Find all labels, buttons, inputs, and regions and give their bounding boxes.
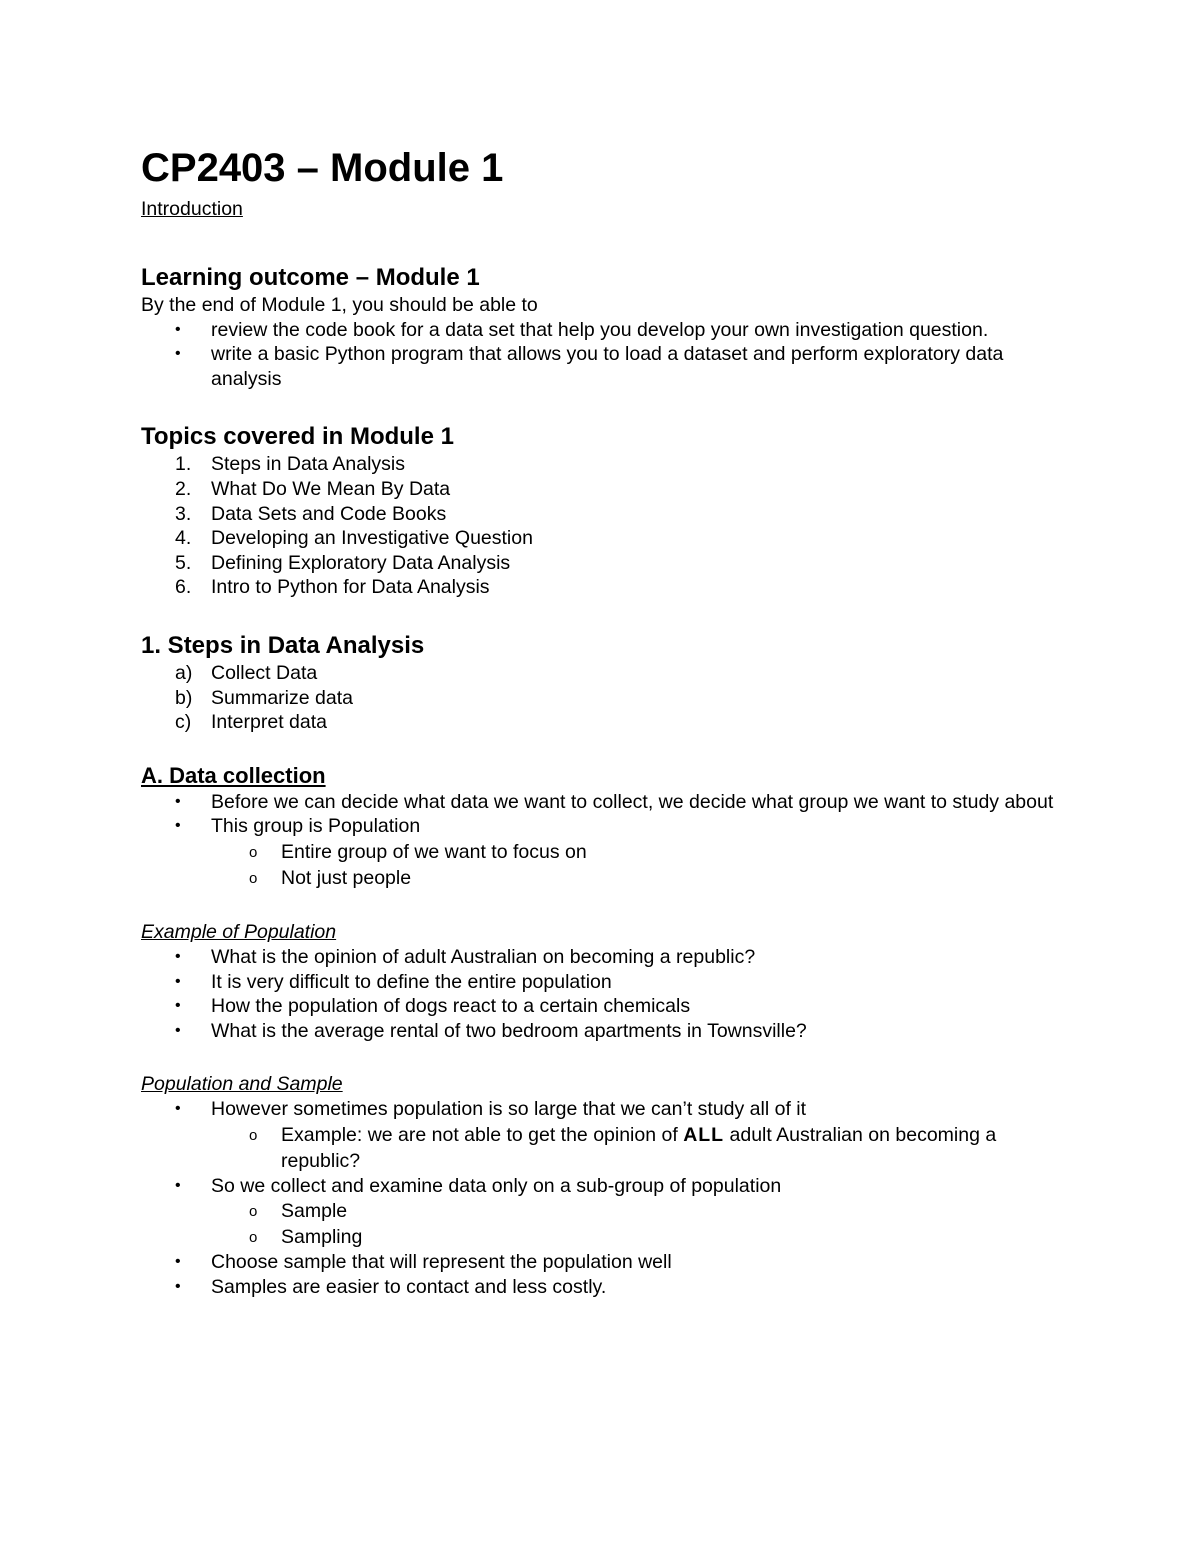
- list-item-text: Intro to Python for Data Analysis: [211, 576, 490, 599]
- learning-outcome-list: [141, 318, 1061, 392]
- sub-bullet-icon: o: [249, 869, 258, 887]
- learning-outcome-heading: Learning outcome – Module 1: [141, 264, 480, 291]
- sub-list-item: [211, 839, 1061, 865]
- introduction-link[interactable]: Introduction: [141, 198, 243, 220]
- list-letter: c): [175, 711, 192, 734]
- bullet-icon: •: [175, 947, 181, 965]
- list-item: [141, 1174, 1061, 1251]
- list-item-text: So we collect and examine data only on a sub-group of population: [211, 1174, 782, 1197]
- population-sample-heading: Population and Sample: [141, 1073, 343, 1096]
- sub-list: [211, 839, 1061, 891]
- sub-list-item-text: Not just people: [281, 866, 412, 889]
- list-number: 5.: [175, 551, 192, 574]
- population-sample-section: [141, 1071, 1061, 1299]
- sub-list-item-text-pre: Example: we are not able to get the opinion of: [281, 1123, 684, 1146]
- list-number: 2.: [175, 477, 192, 500]
- sub-list-item: [211, 865, 1061, 891]
- bullet-icon: •: [175, 972, 181, 990]
- list-item: [141, 526, 1061, 551]
- list-letter: a): [175, 661, 193, 684]
- list-item: [141, 342, 1061, 391]
- data-collection-section: [141, 762, 1061, 891]
- list-item-text: What is the average rental of two bedroom apartments in Townsville?: [211, 1019, 807, 1042]
- list-item-text: What Do We Mean By Data: [211, 477, 451, 500]
- bullet-icon: •: [175, 1278, 181, 1296]
- sub-list-item: [211, 1224, 1061, 1250]
- list-item: [141, 477, 1061, 502]
- list-item: [141, 970, 1061, 995]
- steps-list: [141, 661, 1061, 735]
- list-item-text: Data Sets and Code Books: [211, 502, 447, 525]
- list-item: [141, 994, 1061, 1019]
- sub-list-item: [211, 1198, 1061, 1224]
- list-item-text: Interpret data: [211, 711, 327, 734]
- list-item-text: It is very difficult to define the entire population: [211, 970, 612, 993]
- emphasis-all: ALL: [683, 1123, 725, 1146]
- document-title: CP2403 – Module 1: [141, 146, 504, 190]
- list-item-text: What is the opinion of adult Australian on becoming a republic?: [211, 945, 756, 968]
- list-item-text: However sometimes population is so large that we can’t study all of it: [211, 1098, 807, 1121]
- steps-section: [141, 631, 1061, 735]
- sub-list-item-text-post: adult Australian on becoming a republic?: [281, 1123, 997, 1172]
- list-item: [141, 790, 1061, 815]
- list-item-text: Collect Data: [211, 661, 318, 684]
- topics-list: [141, 452, 1061, 600]
- bullet-icon: •: [175, 997, 181, 1015]
- example-population-list: [141, 945, 1061, 1043]
- list-item-text: Summarize data: [211, 686, 353, 709]
- sub-bullet-icon: o: [249, 1203, 258, 1221]
- list-letter: b): [175, 686, 193, 709]
- population-sample-list: [141, 1097, 1061, 1299]
- bullet-icon: •: [175, 320, 181, 338]
- data-collection-list: [141, 790, 1061, 891]
- list-item: [141, 661, 1061, 686]
- bullet-icon: •: [175, 1253, 181, 1271]
- bullet-icon: •: [175, 1100, 181, 1118]
- sub-list-item: [211, 1122, 1061, 1174]
- learning-outcome-lead: By the end of Module 1, you should be able to: [141, 294, 538, 316]
- document-page: [141, 140, 1061, 1300]
- list-item: [141, 551, 1061, 576]
- list-item: [141, 945, 1061, 970]
- list-item: [141, 318, 1061, 343]
- example-population-heading: Example of Population: [141, 920, 337, 943]
- list-item-text: Developing an Investigative Question: [211, 527, 533, 550]
- list-item: [141, 686, 1061, 711]
- list-item-text: Defining Exploratory Data Analysis: [211, 551, 511, 574]
- list-item-text: write a basic Python program that allows you to load a dataset and perform exploratory data analysis: [211, 343, 1004, 390]
- list-item: [141, 710, 1061, 735]
- steps-heading: 1. Steps in Data Analysis: [141, 631, 425, 659]
- list-item-text: Samples are easier to contact and less costly.: [211, 1276, 607, 1299]
- sub-bullet-icon: o: [249, 843, 258, 861]
- sub-list: [211, 1198, 1061, 1250]
- example-population-section: [141, 919, 1061, 1043]
- list-item-text: Steps in Data Analysis: [211, 453, 406, 476]
- bullet-icon: •: [175, 345, 181, 363]
- list-item: [141, 1019, 1061, 1044]
- list-number: 4.: [175, 527, 192, 550]
- list-item: [141, 575, 1061, 600]
- bullet-icon: •: [175, 1176, 181, 1194]
- list-item-text: Choose sample that will represent the population well: [211, 1251, 672, 1274]
- sub-list-item-text: Entire group of we want to focus on: [281, 840, 587, 863]
- sub-bullet-icon: o: [249, 1126, 258, 1144]
- bullet-icon: •: [175, 1021, 181, 1039]
- sub-list-item-text: Sampling: [281, 1226, 363, 1249]
- list-item-text: review the code book for a data set that help you develop your own investigation question.: [211, 318, 989, 341]
- list-item-text: This group is Population: [211, 815, 421, 838]
- bullet-icon: •: [175, 817, 181, 835]
- list-item: [141, 1275, 1061, 1300]
- list-item: [141, 452, 1061, 477]
- sub-bullet-icon: o: [249, 1229, 258, 1247]
- list-number: 1.: [175, 453, 192, 476]
- learning-outcome-section: [141, 263, 1061, 391]
- list-item: [141, 502, 1061, 527]
- data-collection-heading: A. Data collection: [141, 762, 326, 788]
- sub-list-item-text: Sample: [281, 1200, 348, 1223]
- list-number: 6.: [175, 576, 192, 599]
- list-item-text: How the population of dogs react to a certain chemicals: [211, 995, 691, 1018]
- list-item: [141, 1097, 1061, 1174]
- sub-list: [211, 1122, 1061, 1174]
- topics-heading: Topics covered in Module 1: [141, 423, 454, 451]
- topics-section: [141, 422, 1061, 600]
- list-item: [141, 1250, 1061, 1275]
- bullet-icon: •: [175, 792, 181, 810]
- list-number: 3.: [175, 502, 192, 525]
- list-item-text: Before we can decide what data we want to collect, we decide what group we want to study about: [211, 790, 1054, 813]
- list-item: [141, 814, 1061, 891]
